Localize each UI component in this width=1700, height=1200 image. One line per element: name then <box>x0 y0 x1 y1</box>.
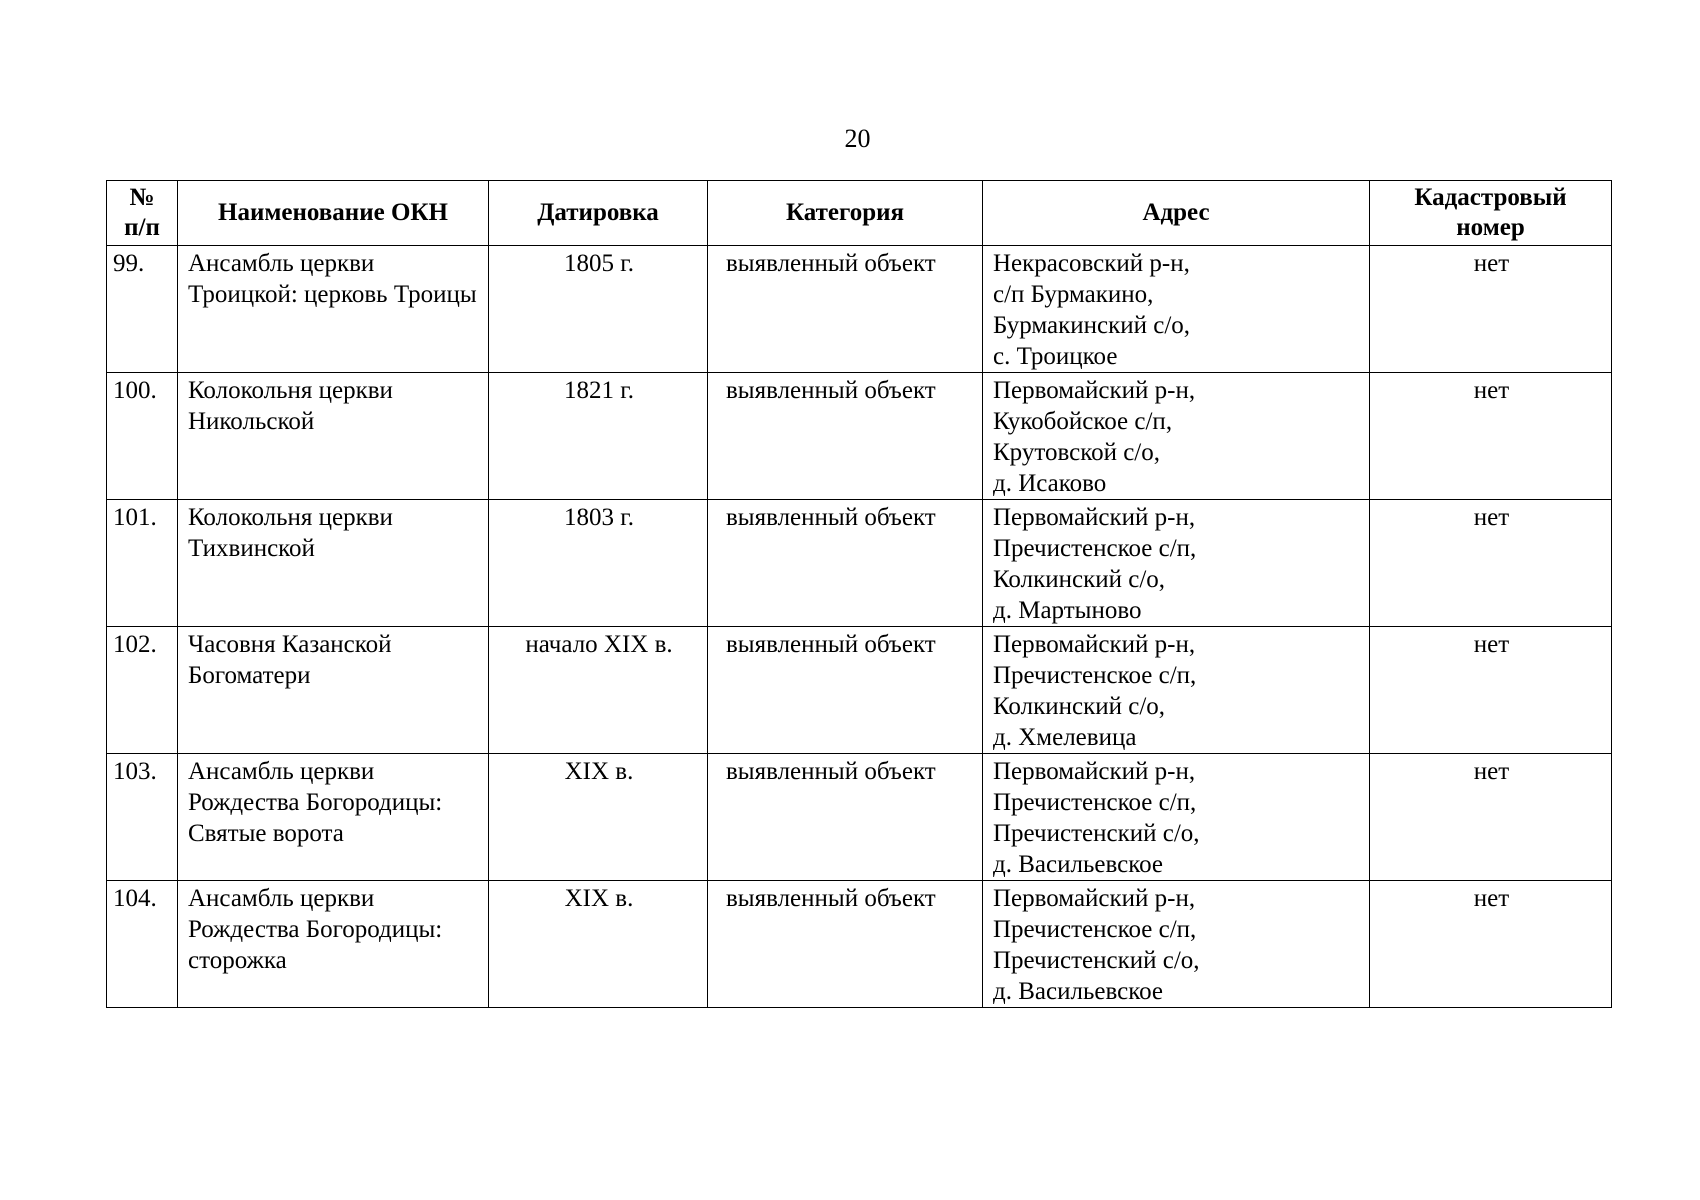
header-cadastral-line2: номер <box>1456 214 1525 241</box>
object-category: выявленный объект <box>708 373 983 500</box>
address-line: д. Васильевское <box>993 851 1163 878</box>
object-category: выявленный объект <box>708 500 983 627</box>
header-number-line1: № <box>129 184 155 211</box>
address-line: Пречистенское с/п, <box>993 789 1197 816</box>
header-category: Категория <box>708 181 983 246</box>
table-row <box>107 627 1612 754</box>
object-name: Колокольня церкви Тихвинской <box>178 500 489 627</box>
row-number: 103. <box>107 754 178 881</box>
object-category: выявленный объект <box>708 754 983 881</box>
address-line: д. Исаково <box>993 470 1107 497</box>
object-cadastral: нет <box>1370 627 1612 754</box>
object-address <box>983 500 1370 627</box>
address-line: Пречистенский с/о, <box>993 820 1200 847</box>
row-number: 104. <box>107 881 178 1008</box>
object-date: 1821 г. <box>489 373 708 500</box>
address-line: с. Троицкое <box>993 343 1118 370</box>
header-name: Наименование ОКН <box>178 181 489 246</box>
address-line: Бурмакинский с/о, <box>993 312 1191 339</box>
object-date: начало XIX в. <box>489 627 708 754</box>
row-number: 102. <box>107 627 178 754</box>
object-address <box>983 373 1370 500</box>
address-line: д. Васильевское <box>993 978 1163 1005</box>
address-line: Первомайский р-н, <box>993 885 1196 912</box>
object-cadastral: нет <box>1370 754 1612 881</box>
address-line: д. Хмелевица <box>993 724 1137 751</box>
object-name: Часовня Казанской Богоматери <box>178 627 489 754</box>
table-row <box>107 246 1612 373</box>
header-number <box>107 181 178 246</box>
address-line: Первомайский р-н, <box>993 377 1196 404</box>
object-name: Ансамбль церкви Рождества Богородицы: сторожка <box>178 881 489 1008</box>
address-line: Пречистенский с/о, <box>993 947 1200 974</box>
table-row <box>107 881 1612 1008</box>
object-address <box>983 627 1370 754</box>
object-category: выявленный объект <box>708 881 983 1008</box>
page-number: 20 <box>844 124 871 153</box>
object-address <box>983 754 1370 881</box>
object-category: выявленный объект <box>708 246 983 373</box>
address-line: Крутовской с/о, <box>993 439 1160 466</box>
address-line: Пречистенское с/п, <box>993 916 1197 943</box>
address-line: Некрасовский р-н, <box>993 250 1190 277</box>
row-number: 99. <box>107 246 178 373</box>
object-date: 1805 г. <box>489 246 708 373</box>
object-date: 1803 г. <box>489 500 708 627</box>
table-row <box>107 500 1612 627</box>
header-cadastral <box>1370 181 1612 246</box>
object-date: XIX в. <box>489 881 708 1008</box>
address-line: Пречистенское с/п, <box>993 535 1197 562</box>
object-cadastral: нет <box>1370 246 1612 373</box>
header-date: Датировка <box>489 181 708 246</box>
address-line: Пречистенское с/п, <box>993 662 1197 689</box>
object-name: Колокольня церкви Никольской <box>178 373 489 500</box>
table-row <box>107 373 1612 500</box>
address-line: Колкинский с/о, <box>993 693 1166 720</box>
table-header-row <box>107 181 1612 246</box>
header-cadastral-line1: Кадастровый <box>1414 184 1567 211</box>
address-line: д. Мартыново <box>993 597 1142 624</box>
object-cadastral: нет <box>1370 373 1612 500</box>
table-row <box>107 754 1612 881</box>
address-line: Кукобойское с/п, <box>993 408 1173 435</box>
object-cadastral: нет <box>1370 881 1612 1008</box>
object-address <box>983 881 1370 1008</box>
address-line: Первомайский р-н, <box>993 631 1196 658</box>
object-category: выявленный объект <box>708 627 983 754</box>
object-name: Ансамбль церкви Рождества Богородицы: Святые ворота <box>178 754 489 881</box>
object-address <box>983 246 1370 373</box>
object-cadastral: нет <box>1370 500 1612 627</box>
address-line: с/п Бурмакино, <box>993 281 1154 308</box>
object-name: Ансамбль церкви Троицкой: церковь Троицы <box>178 246 489 373</box>
object-date: XIX в. <box>489 754 708 881</box>
address-line: Первомайский р-н, <box>993 758 1196 785</box>
address-line: Колкинский с/о, <box>993 566 1166 593</box>
address-line: Первомайский р-н, <box>993 504 1196 531</box>
row-number: 101. <box>107 500 178 627</box>
row-number: 100. <box>107 373 178 500</box>
header-address: Адрес <box>983 181 1370 246</box>
heritage-objects-table <box>106 180 1612 1008</box>
header-number-line2: п/п <box>124 214 160 241</box>
